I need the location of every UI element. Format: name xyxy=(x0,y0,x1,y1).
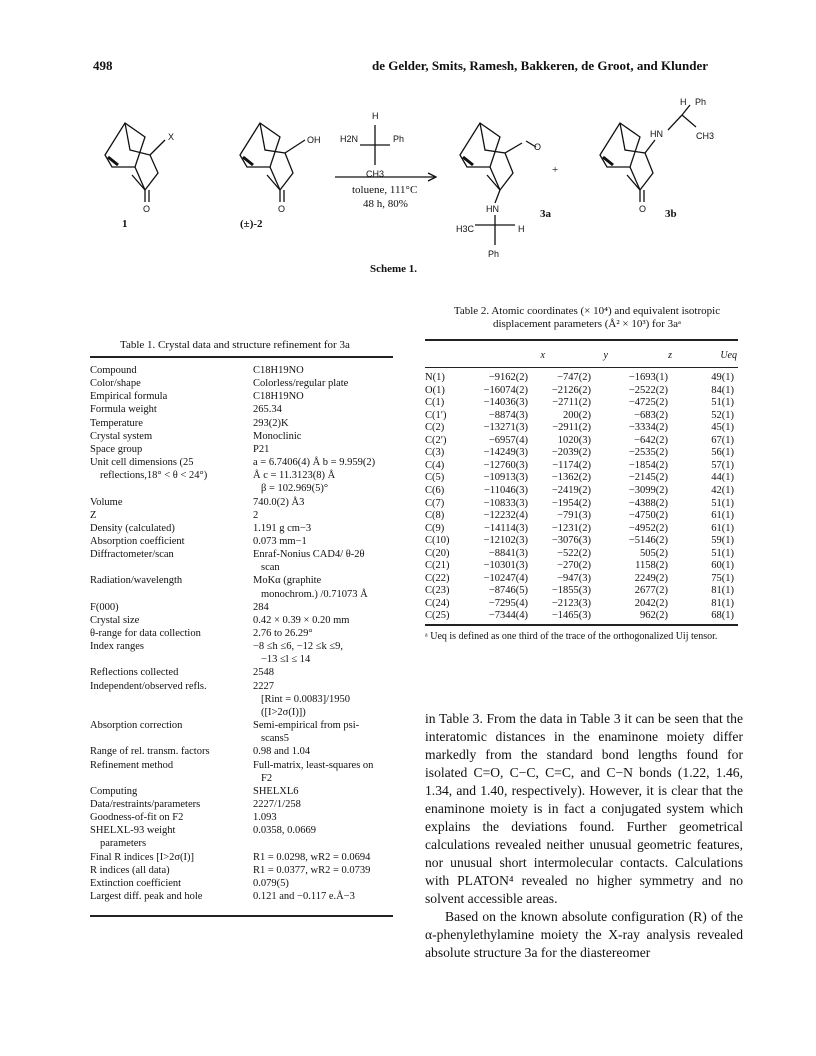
table2-cell-atom: C(8) xyxy=(425,510,445,522)
conditions-line1: toluene, 111°C xyxy=(352,184,418,196)
table2-cell-y: −1855(3) xyxy=(551,585,591,597)
table1-label: Diffractometer/scan xyxy=(90,549,174,561)
table2-cell-z: −1854(2) xyxy=(628,459,668,471)
table2-header-x: x xyxy=(540,350,545,361)
compound1-o: O xyxy=(143,204,151,214)
table1-value: F2 xyxy=(261,772,273,784)
table1-value: −13 ≤l ≤ 14 xyxy=(261,654,311,666)
reagent-h2n: H2N xyxy=(340,134,359,144)
table1-value: 0.079(5) xyxy=(253,877,289,889)
compound2-label: (±)-2 xyxy=(240,218,263,230)
table1-label: Temperature xyxy=(90,417,143,429)
table1-value: Enraf-Nonius CAD4/ θ-2θ xyxy=(253,549,365,561)
table2-cell-ueq: 42(1) xyxy=(711,484,734,496)
table2-cell-z: −4750(2) xyxy=(628,510,668,522)
table2-bottom-rule xyxy=(425,624,738,626)
table2-cell-y: −791(3) xyxy=(557,510,591,522)
table2-cell-atom: C(6) xyxy=(425,484,445,496)
table2-cell-x: −6957(4) xyxy=(488,434,528,446)
table1-label: R indices (all data) xyxy=(90,864,170,876)
table1-label: Index ranges xyxy=(90,641,144,653)
table2-row xyxy=(425,485,738,498)
table2-cell-atom: C(21) xyxy=(425,560,450,572)
table2-cell-atom: C(10) xyxy=(425,535,450,547)
table1-label: Independent/observed refls. xyxy=(90,680,207,692)
table1-value: Å c = 11.3123(8) Å xyxy=(253,470,336,482)
table1-value: C18H19NO xyxy=(253,391,304,403)
table1-value: β = 102.969(5)° xyxy=(261,483,329,495)
product-3a-h3c: H3C xyxy=(456,224,475,234)
table1-label: Reflections collected xyxy=(90,667,179,679)
product-3a-h: H xyxy=(518,224,525,234)
table1-value: C18H19NO xyxy=(253,365,304,376)
table2-cell-atom: C(2) xyxy=(425,422,445,434)
table1-value: 2548 xyxy=(253,667,274,679)
table2-cell-x: −12760(3) xyxy=(483,459,528,471)
table2-cell-z: −683(2) xyxy=(634,409,668,421)
reaction-scheme xyxy=(90,95,740,270)
product-3a-label: 3a xyxy=(540,208,551,220)
table2-cell-z: −4388(2) xyxy=(628,497,668,509)
table2-cell-x: −7344(4) xyxy=(488,610,528,622)
table2-row xyxy=(425,410,738,423)
table1-value: 1.093 xyxy=(253,812,277,824)
product-3b-ph: Ph xyxy=(695,97,707,107)
body-text xyxy=(425,710,743,962)
table1-value: 0.0358, 0.0669 xyxy=(253,825,316,837)
table2-cell-x: −12232(4) xyxy=(483,510,528,522)
table2-row xyxy=(425,598,738,611)
table1-value: 2.76 to 26.29° xyxy=(253,628,313,639)
table2-cell-atom: C(3) xyxy=(425,447,445,459)
table2-cell-x: −14036(3) xyxy=(483,397,528,409)
table2-cell-ueq: 61(1) xyxy=(711,510,734,522)
table2-cell-x: −10301(3) xyxy=(483,560,528,572)
table1-value: 284 xyxy=(253,601,269,613)
table2-cell-ueq: 56(1) xyxy=(711,447,734,459)
table2-cell-x: −7295(4) xyxy=(488,597,528,609)
table1-value: 265.34 xyxy=(253,404,282,416)
table1-value: 2227 xyxy=(253,680,274,692)
table2-cell-z: −4725(2) xyxy=(628,397,668,409)
table2-cell-x: −14114(3) xyxy=(483,522,528,534)
table2-cell-y: −270(2) xyxy=(557,560,591,572)
table2-cell-atom: C(7) xyxy=(425,497,445,509)
table2-cell-atom: C(20) xyxy=(425,547,450,559)
table2-cell-ueq: 59(1) xyxy=(711,535,734,547)
table2-cell-atom: C(25) xyxy=(425,610,450,622)
table2-cell-ueq: 60(1) xyxy=(711,560,734,572)
table2-cell-ueq: 51(1) xyxy=(711,397,734,409)
table1-value: 740.0(2) Å3 xyxy=(253,496,305,508)
table2-row xyxy=(425,385,738,398)
compound1-label: 1 xyxy=(122,218,128,230)
table2-cell-ueq: 68(1) xyxy=(711,610,734,622)
paragraph: in Table 3. From the data in Table 3 it can be seen that the interatomic distances in the enaminone moiety differ markedly from the standard bond lengths found for isolated C=O, C−C, C=C, and C−N bonds (1.22, 1.46, 1.34, and 1.40, respectively). However, it is clear that the enaminone moiety is in fact a conjugated system which explains the deviations found. Further geometrical calculations revealed neither unusual geometric features, nor unusual short intermolecular contacts. Calculations with PLATON⁴ revealed no higher symmetry and no solvent accessible areas. xyxy=(425,711,743,906)
table1-label: Absorption coefficient xyxy=(90,535,185,547)
table2-row xyxy=(425,397,738,410)
table2-row xyxy=(425,535,738,548)
table2-cell-ueq: 84(1) xyxy=(711,384,734,396)
table2-cell-z: −2145(2) xyxy=(628,472,668,484)
table1-value: MoKα (graphite xyxy=(253,575,322,587)
table1-value: 2227/1/258 xyxy=(253,798,301,810)
table2-cell-atom: C(4) xyxy=(425,459,445,471)
table2-cell-atom: N(1) xyxy=(425,372,445,383)
table2-row xyxy=(425,573,738,586)
conditions-line2: 48 h, 80% xyxy=(363,198,408,210)
table2-cell-atom: C(23) xyxy=(425,585,450,597)
table1-value: P21 xyxy=(253,443,270,455)
table1-value: Colorless/regular plate xyxy=(253,378,349,390)
page-number: 498 xyxy=(93,58,113,73)
table2-cell-y: 1020(3) xyxy=(557,434,591,446)
table2-cell-ueq: 51(1) xyxy=(711,497,734,509)
product-3b-hn: HN xyxy=(650,129,663,139)
table1-label: Crystal system xyxy=(90,430,153,442)
table1-label: Formula weight xyxy=(90,404,157,416)
table2-top-rule xyxy=(425,339,738,341)
table2-cell-ueq: 81(1) xyxy=(711,597,734,609)
table2-cell-y: 200(2) xyxy=(563,409,591,421)
table2-cell-x: −13271(3) xyxy=(483,422,528,434)
table2-cell-y: −947(3) xyxy=(557,572,591,584)
table2-cell-z: 2042(2) xyxy=(634,597,668,609)
table2-cell-x: −8841(3) xyxy=(488,547,528,559)
table2-cell-x: −8746(5) xyxy=(488,585,528,597)
compound2-oh: OH xyxy=(307,135,321,145)
table1-bottom-rule xyxy=(90,915,393,917)
table1-label: Extinction coefficient xyxy=(90,877,182,889)
table1-label: reflections,18° < θ < 24°) xyxy=(100,470,208,482)
table2-row xyxy=(425,510,738,523)
table2-cell-y: −2123(3) xyxy=(551,597,591,609)
table1-value: Semi-empirical from psi- xyxy=(253,720,360,732)
table1-label: θ-range for data collection xyxy=(90,628,201,639)
product-3b-o: O xyxy=(639,204,647,214)
table2-cell-x: −9162(2) xyxy=(488,372,528,383)
table1-value: a = 6.7406(4) Å b = 9.959(2) xyxy=(253,457,376,469)
table2-header-z: z xyxy=(668,350,672,361)
table2-cell-y: −2126(2) xyxy=(551,384,591,396)
table2-row xyxy=(425,447,738,460)
table1-top-rule xyxy=(90,356,393,358)
table2-cell-atom: C(1′) xyxy=(425,409,447,421)
product-3b-label: 3b xyxy=(665,208,677,220)
table1-value: 0.121 and −0.117 e.Å−3 xyxy=(253,891,355,902)
plus-sign: + xyxy=(552,164,559,176)
table2-cell-ueq: 51(1) xyxy=(711,547,734,559)
table1-value: 0.073 mm−1 xyxy=(253,535,307,547)
table1-value: 1.191 g cm−3 xyxy=(253,522,312,534)
table2-cell-z: −4952(2) xyxy=(628,522,668,534)
table2-cell-z: −3334(2) xyxy=(628,422,668,434)
running-head: de Gelder, Smits, Ramesh, Bakkeren, de Groot, and Klunder xyxy=(372,58,708,73)
table1-value: R1 = 0.0298, wR2 = 0.0694 xyxy=(253,851,371,863)
table2-cell-z: −5146(2) xyxy=(628,535,668,547)
table2-cell-z: 2677(2) xyxy=(634,585,668,597)
table1-label: SHELXL-93 weight xyxy=(90,825,176,837)
compound1-x: X xyxy=(168,132,175,142)
table1-label: Largest diff. peak and hole xyxy=(90,891,203,902)
product-3b-ch3: CH3 xyxy=(696,131,715,141)
table1-label: Radiation/wavelength xyxy=(90,575,183,587)
table1-label: Data/restraints/parameters xyxy=(90,798,201,810)
table1-label: Color/shape xyxy=(90,378,141,390)
table2-row xyxy=(425,548,738,561)
table1-label: Density (calculated) xyxy=(90,522,175,534)
table2-cell-atom: C(2′) xyxy=(425,434,447,446)
table1-value: R1 = 0.0377, wR2 = 0.0739 xyxy=(253,864,371,876)
table1-value: −8 ≤h ≤6, −12 ≤k ≤9, xyxy=(253,641,344,653)
table1-value: 293(2)K xyxy=(253,417,289,429)
table1-label: Absorption correction xyxy=(90,720,183,732)
table2-cell-y: −1465(3) xyxy=(551,610,591,622)
table2-header-rule xyxy=(425,367,738,368)
table2-cell-ueq: 67(1) xyxy=(711,434,734,446)
product-3a-ph: Ph xyxy=(488,249,500,259)
product-3a-o: O xyxy=(534,142,542,152)
table2-cell-z: −3099(2) xyxy=(628,484,668,496)
table2-row xyxy=(425,498,738,511)
table1-label: F(000) xyxy=(90,601,119,613)
table2-cell-x: −14249(3) xyxy=(483,447,528,459)
table2-header-y: y xyxy=(603,350,608,361)
reagent-ph: Ph xyxy=(393,134,405,144)
table2-cell-atom: C(5) xyxy=(425,472,445,484)
table2-cell-x: −8874(3) xyxy=(488,409,528,421)
table2-cell-ueq: 61(1) xyxy=(711,522,734,534)
table1-value: Monoclinic xyxy=(253,430,302,442)
table1-label: Unit cell dimensions (25 xyxy=(90,457,194,469)
table1-label: Crystal size xyxy=(90,614,140,626)
table2-cell-y: −3076(3) xyxy=(551,535,591,547)
table2-row xyxy=(425,585,738,598)
table2-row xyxy=(425,472,738,485)
table2-caption: Table 2. Atomic coordinates (× 10⁴) and equivalent isotropic displacement parameters (Å² × 10³) for 3aᵃ xyxy=(453,305,721,330)
table1-label: parameters xyxy=(100,838,147,850)
table2-cell-x: −16074(2) xyxy=(483,384,528,396)
table1-label: Goodness-of-fit on F2 xyxy=(90,812,184,824)
table1-value: scans5 xyxy=(261,733,289,745)
table2-row xyxy=(425,523,738,536)
table2-row xyxy=(425,610,738,623)
table2-cell-y: −2911(2) xyxy=(552,422,591,434)
table2-cell-ueq: 81(1) xyxy=(711,585,734,597)
product-3b-h: H xyxy=(680,97,687,107)
table1-label: Final R indices [I>2σ(I)] xyxy=(90,851,195,863)
table2-cell-atom: C(24) xyxy=(425,597,450,609)
table2-cell-x: −10247(4) xyxy=(483,572,528,584)
table1-value: SHELXL6 xyxy=(253,785,299,797)
table1-value: 0.98 and 1.04 xyxy=(253,746,311,758)
table1-label: Computing xyxy=(90,785,138,797)
product-3a-hn: HN xyxy=(486,204,499,214)
table1-label: Refinement method xyxy=(90,759,174,771)
table2-row xyxy=(425,560,738,573)
table2-cell-atom: C(22) xyxy=(425,572,450,584)
table2-cell-x: −10833(3) xyxy=(483,497,528,509)
table1-value: scan xyxy=(261,562,280,574)
table2-cell-ueq: 75(1) xyxy=(711,572,734,584)
table2-cell-x: −12102(3) xyxy=(483,535,528,547)
reagent-ch3: CH3 xyxy=(366,169,385,179)
table1-label: Volume xyxy=(90,496,123,508)
table1-value: 2 xyxy=(253,509,259,521)
table2-cell-z: 505(2) xyxy=(640,547,668,559)
table2-cell-z: 2249(2) xyxy=(634,572,668,584)
table2-cell-y: −747(2) xyxy=(557,372,591,383)
table2-cell-y: −2039(2) xyxy=(551,447,591,459)
table2-row xyxy=(425,422,738,435)
table1-value: [Rint = 0.0083]/1950 xyxy=(261,693,351,705)
table2-cell-z: −2522(2) xyxy=(628,384,668,396)
table2-cell-ueq: 45(1) xyxy=(711,422,734,434)
table2-row xyxy=(425,435,738,448)
table1-value: ([I>2σ(I)]) xyxy=(261,706,306,718)
table2-cell-x: −10913(3) xyxy=(483,472,528,484)
table2-row xyxy=(425,460,738,473)
table2-cell-ueq: 44(1) xyxy=(711,472,734,484)
table2-cell-y: −2711(2) xyxy=(552,397,591,409)
table2-cell-ueq: 57(1) xyxy=(711,459,734,471)
table2-footnote: ᵃ Ueq is defined as one third of the trace of the orthogonalized Uij tensor. xyxy=(425,631,718,642)
table2-cell-y: −2419(2) xyxy=(551,484,591,496)
table1-label: Z xyxy=(90,509,97,521)
table2-cell-atom: C(1) xyxy=(425,397,445,409)
reagent-h: H xyxy=(372,111,379,121)
table1-label: Space group xyxy=(90,443,143,455)
table1-value: monochrom.) /0.71073 Å xyxy=(261,588,368,600)
table2-cell-atom: C(9) xyxy=(425,522,445,534)
paragraph: Based on the known absolute configuration (R) of the α-phenylethylamine moiety the X-ray analysis revealed absolute structure 3a for the diastereomer xyxy=(425,909,743,960)
table1-label: Empirical formula xyxy=(90,391,168,403)
table2-cell-x: −11046(3) xyxy=(483,484,528,496)
table2-cell-ueq: 49(1) xyxy=(711,372,734,383)
table2-cell-z: 962(2) xyxy=(640,610,668,622)
compound2-o: O xyxy=(278,204,286,214)
table2-header-ueq: Ueq xyxy=(720,350,737,361)
table2-cell-y: −1231(2) xyxy=(551,522,591,534)
table1-label: Compound xyxy=(90,365,137,376)
table2-cell-ueq: 52(1) xyxy=(711,409,734,421)
table2-cell-y: −1174(2) xyxy=(552,459,591,471)
table1-caption: Table 1. Crystal data and structure refinement for 3a xyxy=(120,339,350,351)
table2-cell-y: −1954(2) xyxy=(551,497,591,509)
table1-label: Range of rel. transm. factors xyxy=(90,746,210,758)
scheme-caption: Scheme 1. xyxy=(370,263,418,275)
table2-cell-z: −642(2) xyxy=(634,434,668,446)
table2-cell-atom: O(1) xyxy=(425,384,445,396)
table2-cell-z: −2535(2) xyxy=(628,447,668,459)
table2-row xyxy=(425,372,738,385)
table2-cell-z: −1693(1) xyxy=(628,372,668,383)
table2-cell-z: 1158(2) xyxy=(635,560,668,572)
table2-cell-y: −1362(2) xyxy=(551,472,591,484)
table1-value: 0.42 × 0.39 × 0.20 mm xyxy=(253,614,350,626)
table1-value: Full-matrix, least-squares on xyxy=(253,759,374,771)
table2-cell-y: −522(2) xyxy=(557,547,591,559)
